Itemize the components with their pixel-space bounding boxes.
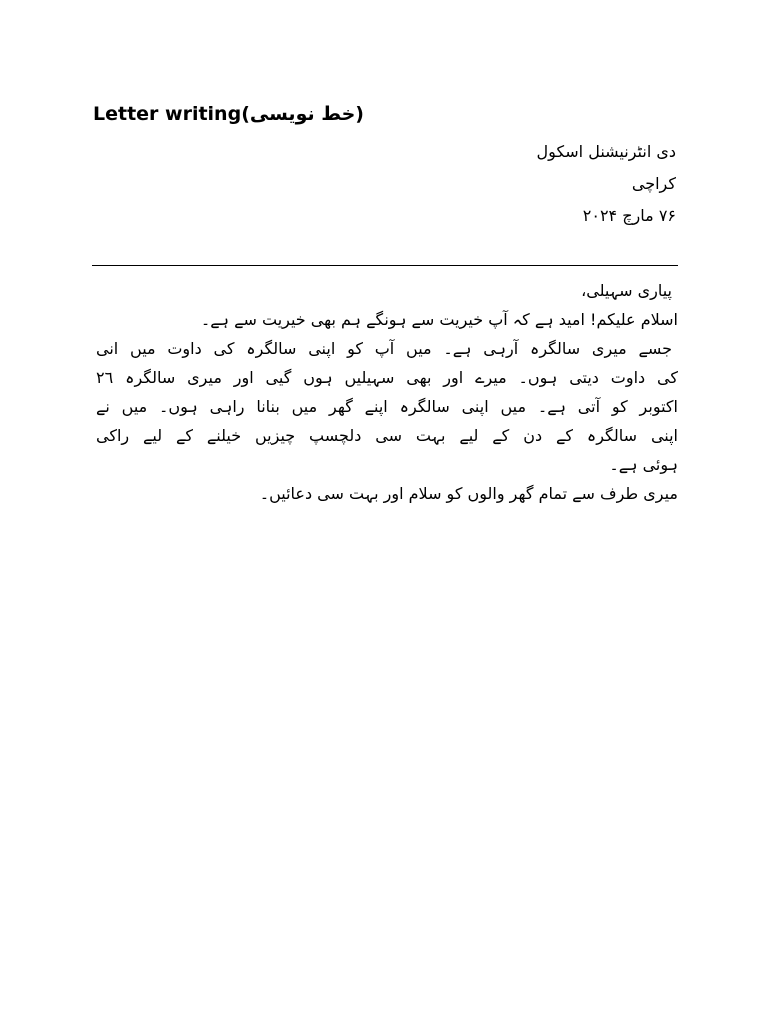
title-latin: Letter writing	[93, 103, 242, 125]
letter-body-line: کی داوت دیتی ہوں۔ میرے اور بھی سہیلیں ہوں گیی اور میری سالگرہ ٢٦	[96, 368, 678, 387]
letter-body-line: جسے میری سالگرہ آرہی ہے۔ میں آپ کو اپنی سالگرہ کی داوت میں انی	[96, 339, 672, 358]
page-title	[93, 100, 364, 128]
letter-body-line: ہوئی ہے۔	[609, 455, 678, 474]
letter-closing: میری طرف سے تمام گھر والوں کو سلام اور بہت سی دعائیں۔	[259, 484, 678, 503]
address-line-date: ۷۶ مارچ ۲۰۲۴	[582, 206, 676, 225]
title-urdu: (خط نویسی)	[241, 103, 364, 125]
letter-body	[96, 276, 678, 508]
letter-greeting: اسلام علیکم! امید ہے کہ آپ خیریت سے ہونگے ہم بھی خیریت سے ہے۔	[200, 310, 678, 329]
letter-body-line: اکتوبر کو آتی ہے۔ میں اپنی سالگرہ اپنے گھر میں بنانا راہی ہوں۔ میں نے	[96, 397, 678, 416]
address-line-city: کراچی	[631, 174, 676, 193]
sender-address	[376, 136, 676, 232]
letter-salutation: پیاری سہیلی،	[581, 281, 672, 300]
address-line-school: دی انٹرنیشنل اسکول	[536, 142, 676, 161]
divider-line	[92, 265, 678, 266]
letter-body-line: اپنی سالگرہ کے دن کے لیے بہت سی دلچسپ چیزیں خیلنے کے لیے راکی	[96, 426, 678, 445]
